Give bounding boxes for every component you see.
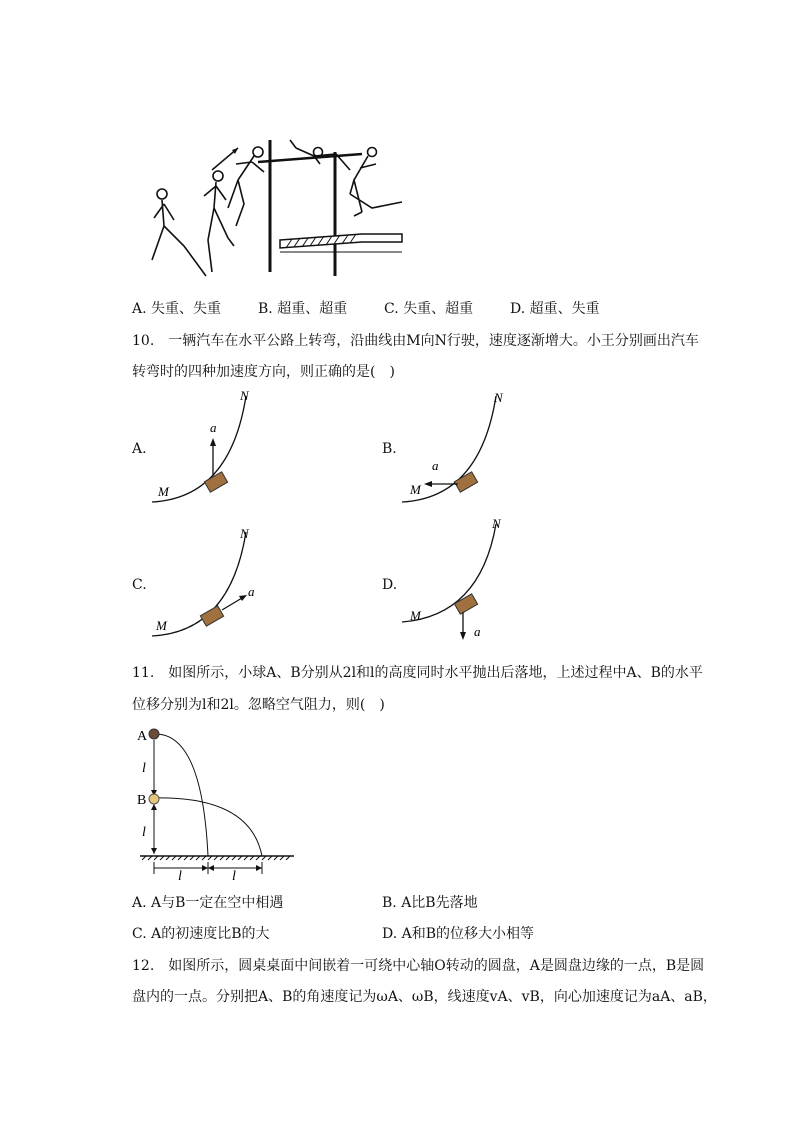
q10-diagram-a (150, 388, 270, 510)
curve-label-m: M (158, 484, 169, 499)
ball-a (149, 729, 159, 739)
q10-diagram-d (400, 516, 520, 646)
accel-label: a (432, 458, 439, 473)
q11-projectile-figure (132, 724, 302, 884)
curve-label-m: M (156, 618, 167, 633)
curve-label-m: M (410, 608, 421, 623)
curve-label-n: N (492, 516, 501, 531)
car-block (454, 594, 477, 614)
q10-option-a-label: A. (132, 441, 147, 457)
ball-a-label: A (137, 729, 148, 744)
accel-label: a (210, 420, 217, 435)
height-label-lower: l (142, 825, 146, 840)
q11-stem-line2: 位移分别为l和2l。忽略空气阻力，则( ) (132, 697, 385, 713)
q11-option-d: D. A和B的位移大小相等 (382, 926, 535, 942)
q10-stem-line2: 转弯时的四种加速度方向，则正确的是( ) (132, 364, 395, 380)
q10-option-c-label: C. (132, 577, 147, 593)
high-jump-figure (140, 134, 410, 284)
q9-option-c: C. 失重、超重 (384, 301, 474, 317)
q10-option-d-label: D. (382, 577, 398, 593)
curve-label-n: N (240, 526, 249, 541)
distance-label-1: l (178, 869, 182, 884)
q9-option-b: B. 超重、超重 (258, 301, 348, 317)
q9-option-d: D. 超重、失重 (510, 301, 600, 317)
q11-option-b: B. A比B先落地 (382, 895, 478, 911)
q10-stem-line1: 10. 一辆汽车在水平公路上转弯，沿曲线由M向N行驶，速度逐渐增大。小王分别画出汽车 (132, 333, 699, 349)
q11-option-c: C. A的初速度比B的大 (132, 926, 270, 942)
car-block (200, 606, 223, 626)
ball-b (149, 794, 159, 804)
q10-option-b-label: B. (382, 441, 397, 457)
q11-stem-line1: 11. 如图所示，小球A、B分别从2l和l的高度同时水平抛出后落地，上述过程中A、B的水平 (132, 665, 703, 681)
accel-label: a (474, 624, 481, 639)
car-block (454, 472, 477, 492)
q11-option-a: A. A与B一定在空中相遇 (132, 895, 284, 911)
curve-label-m: M (410, 482, 421, 497)
height-label-upper: l (142, 761, 146, 776)
q9-option-a: A. 失重、失重 (132, 301, 222, 317)
q10-diagram-b (400, 388, 520, 510)
curve-label-n: N (494, 390, 503, 405)
accel-label: a (248, 584, 255, 599)
ball-b-label: B (137, 793, 147, 808)
car-block (204, 472, 227, 492)
q10-diagram-c (150, 524, 270, 646)
q12-stem-line2: 盘内的一点。分别把A、B的角速度记为ωA、ωB，线速度vA、vB，向心加速度记为aA、aB， (132, 989, 717, 1005)
q12-stem-line1: 12. 如图所示，圆桌桌面中间嵌着一可绕中心轴O转动的圆盘，A是圆盘边缘的一点，B是圆 (132, 958, 705, 974)
distance-label-2: l (232, 869, 236, 884)
curve-label-n: N (240, 388, 249, 403)
